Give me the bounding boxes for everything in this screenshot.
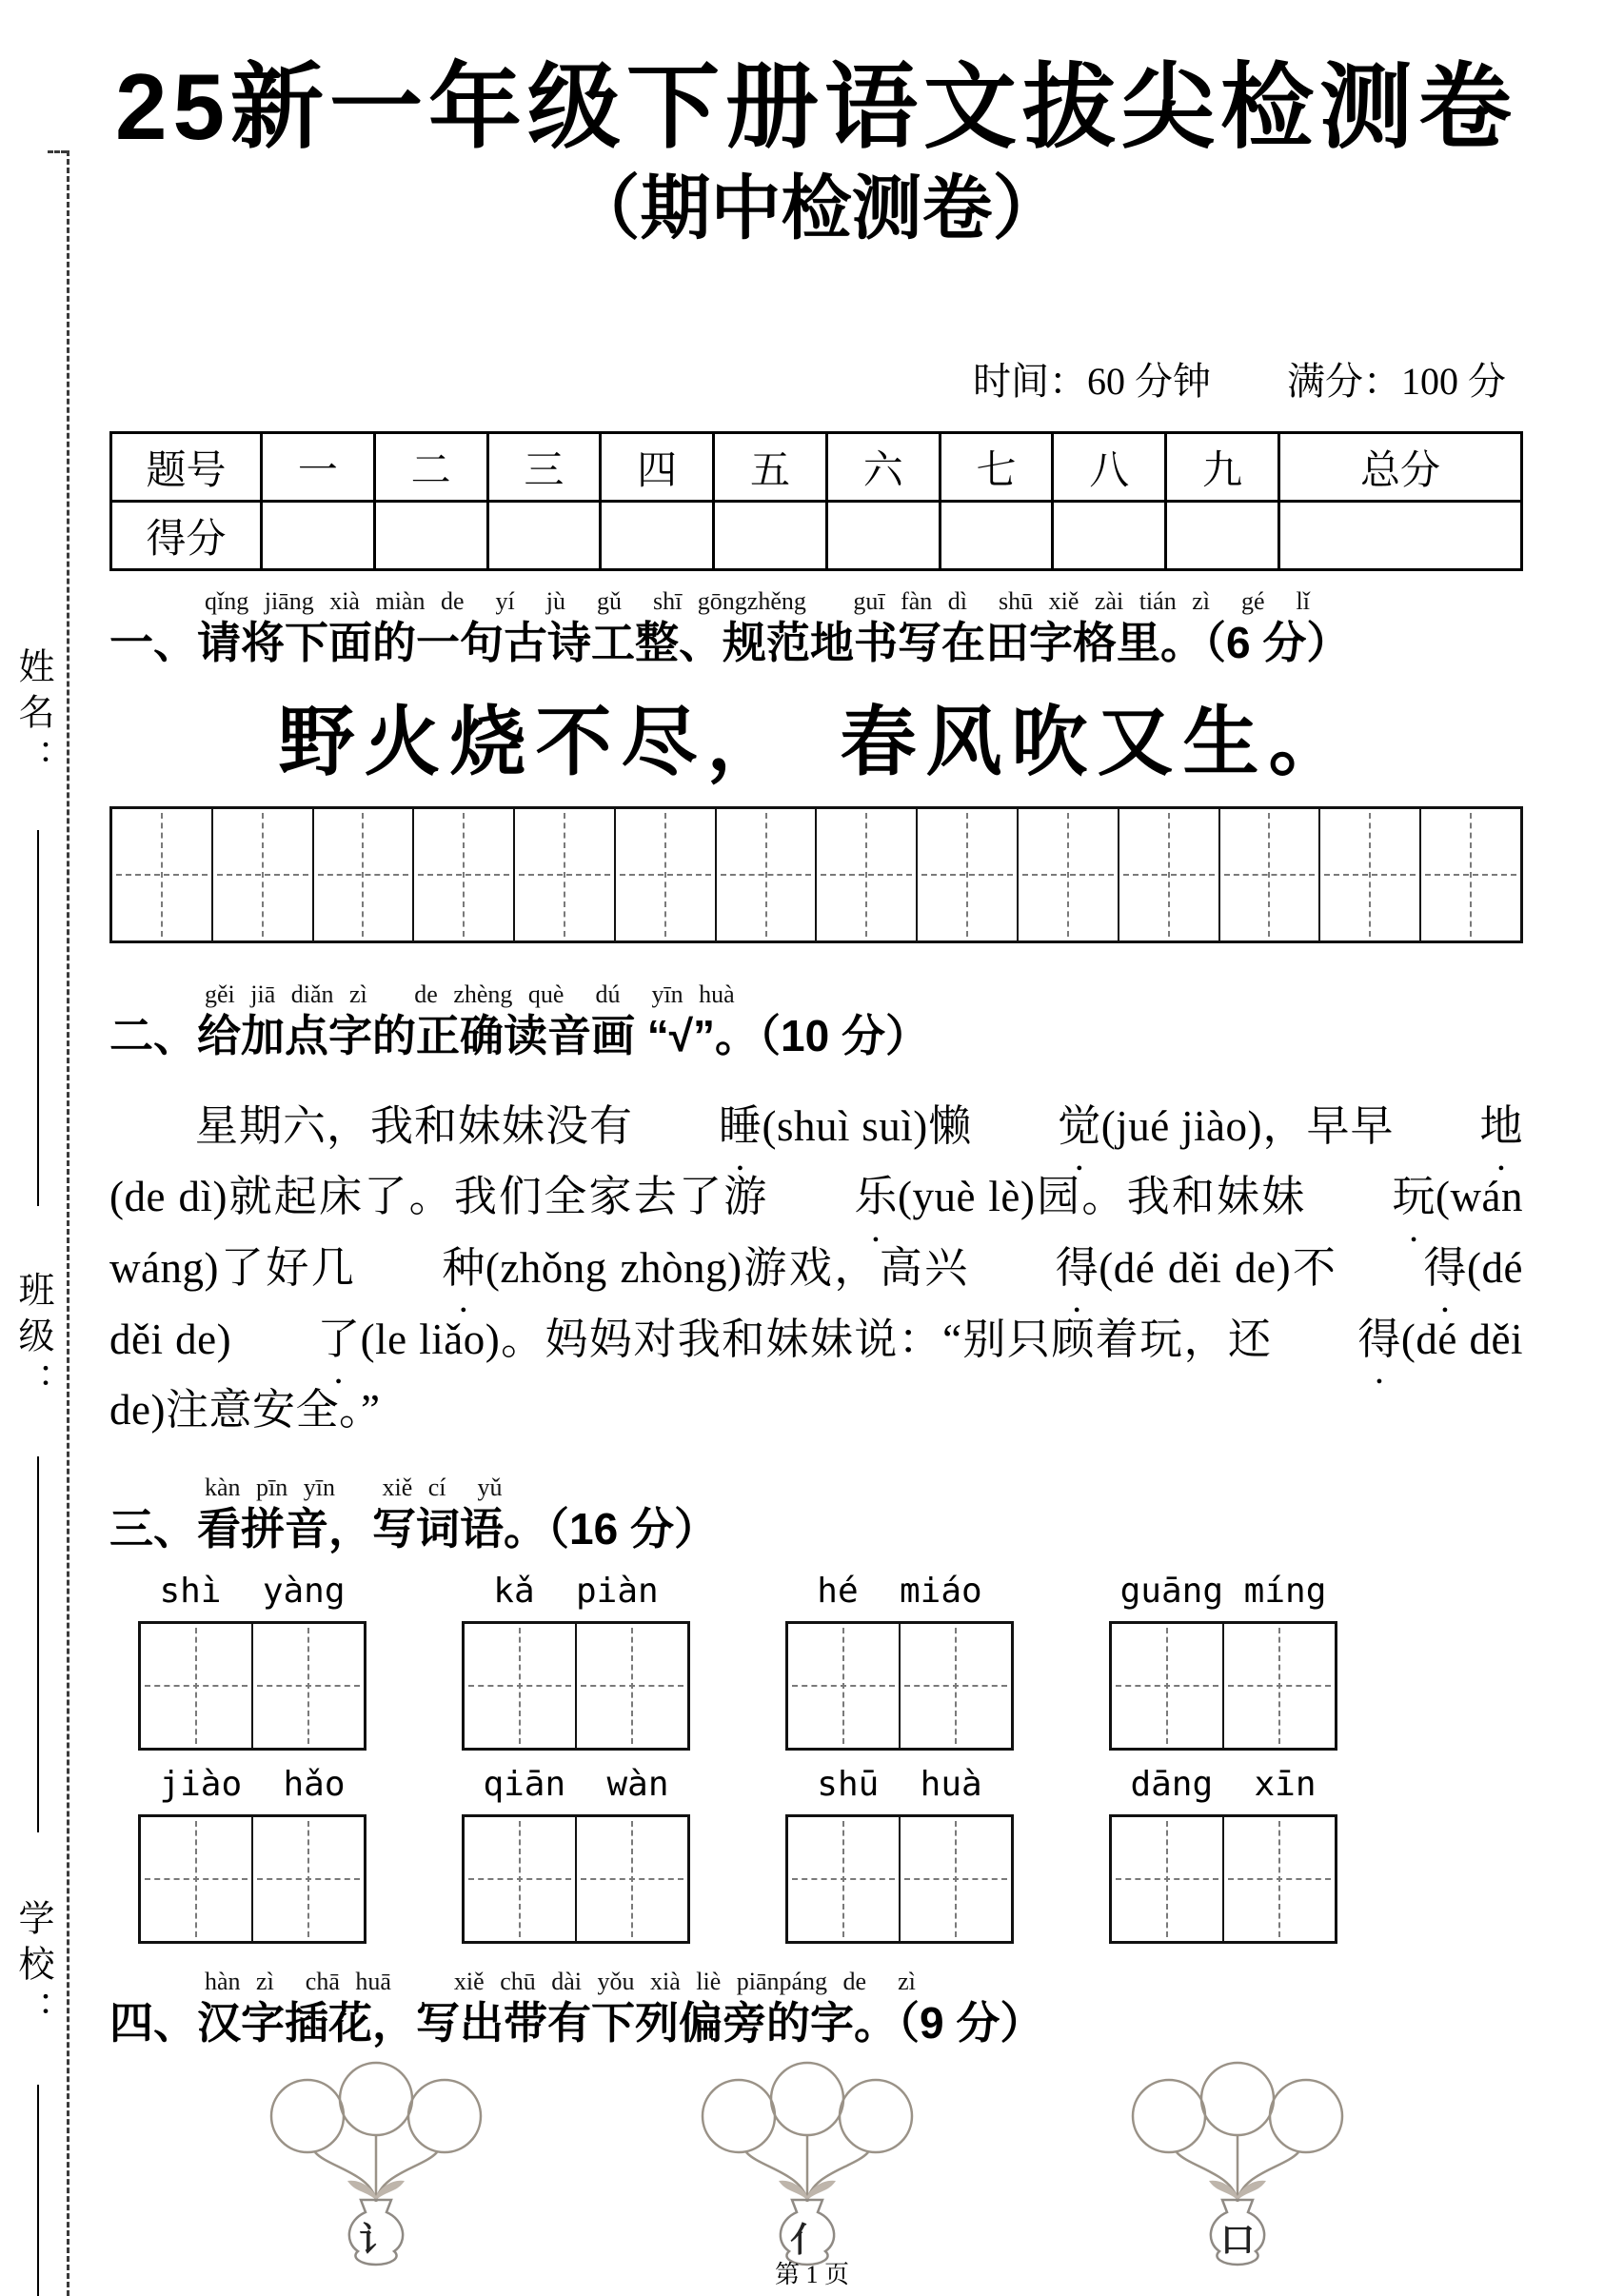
section-four-heading: 四、汉字插花，写出带有下列偏旁的字。（9 分） (109, 1998, 1044, 2049)
section-three (109, 1473, 1523, 1944)
passage-text: (dé děi de)不 (1099, 1243, 1338, 1292)
passage-text: (yuè lè)园。我和妹妹 (897, 1173, 1307, 1221)
dotted-char: 玩 ● (1307, 1161, 1436, 1233)
word-pinyin: hé miáo (817, 1571, 982, 1611)
vase-radical-label: 亻 (789, 2220, 824, 2259)
word-pinyin: qiān wàn (483, 1764, 669, 1804)
score-cell-6 (826, 502, 940, 570)
score-cell-2 (374, 502, 487, 570)
radical-vases-area (109, 2057, 1523, 2268)
score-cell-1 (262, 502, 375, 570)
score-cell-9 (1166, 502, 1279, 570)
radical-vase-3 (1095, 2057, 1380, 2268)
word-group (785, 1764, 1014, 1944)
word-group (462, 1764, 690, 1944)
tian-grid-cell (616, 809, 717, 940)
tian-grid-cell (314, 809, 415, 940)
section-four (109, 1967, 1523, 2268)
tian-cell (1224, 1624, 1335, 1748)
tian-cell (788, 1624, 901, 1748)
tian-cell (141, 1817, 253, 1941)
tian-grid-cell (515, 809, 616, 940)
question-col-8: 八 (1053, 433, 1166, 502)
question-col-9: 九 (1166, 433, 1279, 502)
word-group (138, 1764, 366, 1944)
word-pinyin: kǎ piàn (493, 1571, 659, 1611)
tian-grid-cell (717, 809, 818, 940)
test-paper (109, 0, 1523, 2268)
word-group (1109, 1764, 1337, 1944)
class-fill-line (37, 1456, 39, 1832)
word-group (138, 1571, 366, 1751)
word-row-1 (109, 1571, 1523, 1751)
passage-text: (dé děi de) (109, 1243, 1523, 1363)
score-table-header-row (111, 433, 1522, 502)
passage-text: 星期六，我和妹妹没有 (195, 1101, 633, 1150)
word-writing-boxes (1109, 1814, 1337, 1944)
tian-cell (788, 1817, 901, 1941)
word-writing-boxes (462, 1621, 690, 1751)
tian-grid-cell (1421, 809, 1520, 940)
word-writing-boxes (785, 1814, 1014, 1944)
tian-cell (465, 1817, 577, 1941)
tian-cell (577, 1624, 687, 1748)
binding-corner-dash (48, 150, 67, 153)
radical-vase-2 (664, 2057, 950, 2268)
name-fill-line (37, 830, 39, 1206)
dotted-char: 得 ● (1338, 1233, 1468, 1304)
total-score-cell (1279, 502, 1522, 570)
word-writing-area (109, 1571, 1523, 1944)
word-pinyin: jiào hǎo (159, 1764, 346, 1804)
vase-radical-label: 口 (1219, 2220, 1256, 2259)
word-pinyin: guāng míng (1119, 1571, 1327, 1611)
passage-text: (de dì)就起床了。我们全家去了游 (109, 1173, 769, 1221)
passage-text: (shuì suì)懒 (762, 1101, 973, 1150)
dotted-char: 乐 ● (768, 1161, 898, 1233)
word-writing-boxes (785, 1621, 1014, 1751)
question-col-2: 二 (374, 433, 487, 502)
section-three-heading: 三、看拼音，写词语。（16 分） (109, 1504, 718, 1554)
total-score-label: 总分 (1279, 433, 1522, 502)
question-col-1: 一 (262, 433, 375, 502)
section-one-heading: 一、请将下面的一句古诗工整、规范地书写在田字格里。（6 分） (109, 618, 1351, 668)
score-cell-5 (714, 502, 827, 570)
section-one (109, 586, 1523, 943)
tian-grid-cell (1220, 809, 1321, 940)
tian-cell (1112, 1624, 1224, 1748)
binding-margin-line (67, 150, 69, 2296)
tian-cell (141, 1624, 253, 1748)
tian-cell (1112, 1817, 1224, 1941)
passage-text: (zhǒng zhòng)游戏，高兴 (485, 1243, 970, 1292)
tian-cell (901, 1624, 1011, 1748)
score-cell-8 (1053, 502, 1166, 570)
score-cell-3 (487, 502, 601, 570)
section-two-heading: 二、给加点字的正确读音画 “√”。（10 分） (109, 1011, 929, 1061)
tian-grid-cell (414, 809, 515, 940)
vase-radical-label: 讠 (358, 2220, 394, 2259)
school-label: 学校： (12, 1899, 52, 2036)
word-writing-boxes (462, 1814, 690, 1944)
question-col-4: 四 (601, 433, 714, 502)
section-two (109, 980, 1523, 1446)
score-cell-7 (940, 502, 1053, 570)
time-and-score-info: 时间：60 分钟 满分：100 分 (973, 360, 1506, 404)
tian-cell (465, 1624, 577, 1748)
dotted-char: 睡 ● (633, 1091, 762, 1162)
name-label: 姓名： (12, 647, 52, 784)
tian-grid-cell (1119, 809, 1220, 940)
dotted-char: 觉 ● (972, 1091, 1101, 1162)
tian-cell (253, 1624, 364, 1748)
question-col-7: 七 (940, 433, 1053, 502)
tian-grid-cell (213, 809, 314, 940)
score-row-label: 得分 (111, 502, 262, 570)
poem-text: 野火烧不尽， 春风吹又生。 (278, 701, 1355, 785)
word-group (462, 1571, 690, 1751)
page-number: 第 1 页 (774, 2261, 849, 2288)
word-writing-boxes (1109, 1621, 1337, 1751)
tian-grid-cell (1019, 809, 1119, 940)
tian-grid-cell (1320, 809, 1421, 940)
word-pinyin: dāng xīn (1130, 1764, 1317, 1804)
tian-cell (1224, 1817, 1335, 1941)
question-col-6: 六 (826, 433, 940, 502)
passage-text: (wán wáng)了好几 (109, 1173, 1524, 1292)
question-col-5: 五 (714, 433, 827, 502)
class-label: 班级： (12, 1271, 52, 1408)
score-table-score-row (111, 502, 1522, 570)
question-col-3: 三 (487, 433, 601, 502)
score-table (109, 431, 1523, 571)
section-four-pinyin: hàn zì chā huā xiě chū dài yǒu xià liè piānpáng de zì (205, 1968, 916, 1996)
section-three-pinyin: kàn pīn yīn xiě cí yǔ (205, 1473, 503, 1501)
tian-grid-cell (112, 809, 213, 940)
word-writing-boxes (138, 1814, 366, 1944)
word-pinyin: shū huà (817, 1764, 982, 1804)
passage-text: (le liǎo)。妈妈对我和妹妹说：“别只顾着玩，还 (360, 1315, 1273, 1363)
score-cell-4 (601, 502, 714, 570)
word-group (785, 1571, 1014, 1751)
page-subtitle: （期中检测卷） (569, 168, 1063, 247)
word-group (1109, 1571, 1337, 1751)
dotted-char: 得 ● (970, 1233, 1099, 1304)
dotted-char: 种 ● (356, 1233, 485, 1304)
section-one-pinyin: qǐng jiāng xià miàn de yí jù gǔ shī gōngzhěng guī fàn dì shū xiě zài tián zì gé lǐ (205, 587, 1310, 616)
tian-cell (901, 1817, 1011, 1941)
question-number-label: 题号 (111, 433, 262, 502)
passage-text: (jué jiào)，早早 (1100, 1101, 1395, 1150)
passage-text: (dé děi de)注意安全。” (109, 1315, 1523, 1435)
dotted-char: 得 ● (1272, 1304, 1401, 1376)
tian-cell (577, 1817, 687, 1941)
radical-vase-1 (233, 2057, 519, 2268)
word-row-2 (109, 1764, 1523, 1944)
dotted-char: 地 ● (1394, 1091, 1523, 1162)
poem-writing-grid (109, 806, 1523, 943)
reading-passage (109, 1091, 1523, 1446)
tian-cell (253, 1817, 364, 1941)
tian-grid-cell (918, 809, 1019, 940)
word-pinyin: shì yàng (159, 1571, 346, 1611)
dotted-char: 了 ● (231, 1304, 361, 1376)
tian-grid-cell (817, 809, 918, 940)
word-writing-boxes (138, 1621, 366, 1751)
section-two-pinyin: gěi jiā diǎn zì de zhèng què dú yīn huà (205, 980, 735, 1008)
page-title: 25新一年级下册语文拔尖检测卷 (114, 54, 1517, 159)
